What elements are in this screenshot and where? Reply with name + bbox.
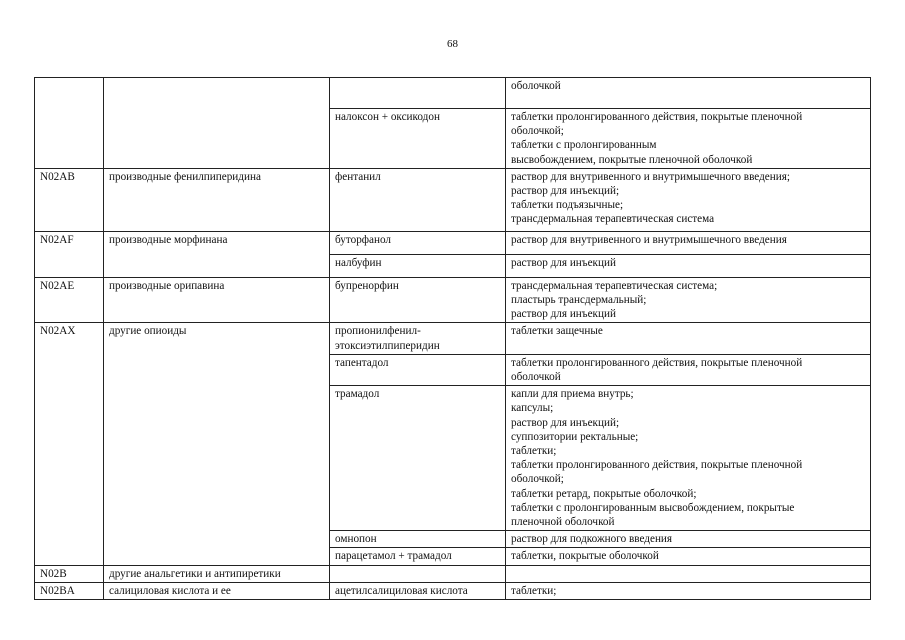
dosage-forms-cell bbox=[506, 231, 871, 254]
dosage-forms-cell bbox=[506, 168, 871, 231]
dosage-form-line: раствор для внутривенного и внутримышечного введения; bbox=[511, 170, 791, 183]
dosage-form-line: пленочной оболочкой bbox=[511, 516, 615, 529]
group-cell: другие опиоиды bbox=[104, 323, 330, 565]
dosage-form-line: таблетки пролонгированного действия, покрытые пленочной bbox=[511, 111, 803, 123]
dosage-form-line: пластырь трансдермальный; bbox=[511, 294, 647, 307]
substance-cell: налбуфин bbox=[330, 254, 506, 277]
dosage-forms-cell bbox=[506, 582, 871, 599]
substance-cell bbox=[330, 78, 506, 109]
dosage-form-line: таблетки; bbox=[511, 445, 557, 458]
dosage-form-line: трансдермальная терапевтическая система bbox=[511, 213, 715, 226]
table-row bbox=[35, 168, 871, 231]
dosage-form-line: раствор для внутривенного и внутримышечного введения bbox=[511, 233, 787, 246]
dosage-forms-cell bbox=[506, 386, 871, 531]
dosage-form-line: таблетки подъязычные; bbox=[511, 199, 624, 212]
dosage-forms-cell bbox=[506, 565, 871, 582]
substance-cell: ацетилсалициловая кислота bbox=[330, 582, 506, 599]
group-cell: другие анальгетики и антипиретики bbox=[104, 565, 330, 582]
table-row bbox=[35, 277, 871, 323]
substance-cell: бупренорфин bbox=[330, 277, 506, 323]
dosage-form-line: раствор для инъекций bbox=[511, 308, 616, 321]
dosage-form-line: оболочкой bbox=[511, 80, 561, 92]
dosage-forms-cell bbox=[506, 78, 871, 109]
substance-cell: фентанил bbox=[330, 168, 506, 231]
page-number: 68 bbox=[447, 38, 458, 50]
table-row bbox=[35, 582, 871, 599]
group-cell: производные фенилпиперидина bbox=[104, 168, 330, 231]
dosage-form-line: раствор для инъекций; bbox=[511, 416, 620, 429]
dosage-form-line: таблетки с пролонгированным высвобождением, покрытые bbox=[511, 501, 795, 514]
substance-cell: тапентадол bbox=[330, 354, 506, 385]
dosage-form-line: таблетки ретард, покрытые оболочкой; bbox=[511, 487, 697, 500]
dosage-form-line: капсулы; bbox=[511, 402, 554, 415]
group-cell: производные орипавина bbox=[104, 277, 330, 323]
substance-cell: налоксон + оксикодон bbox=[330, 109, 506, 169]
dosage-forms-cell bbox=[506, 277, 871, 323]
dosage-form-line: раствор для инъекций; bbox=[511, 185, 620, 198]
dosage-form-line: высвобождением, покрытые пленочной оболочкой bbox=[511, 153, 753, 166]
substance-cell bbox=[330, 565, 506, 582]
dosage-form-line: таблетки; bbox=[511, 584, 557, 597]
group-cell bbox=[104, 78, 330, 169]
table-row bbox=[35, 78, 871, 109]
dosage-form-line: оболочкой bbox=[511, 371, 561, 384]
substance-cell: омнопон bbox=[330, 531, 506, 548]
atc-code-cell: N02AF bbox=[35, 231, 104, 277]
dosage-form-line: капли для приема внутрь; bbox=[511, 388, 634, 401]
substance-cell: пропионилфенил-этоксиэтилпиперидин bbox=[330, 323, 506, 354]
dosage-form-line: таблетки пролонгированного действия, покрытые пленочной bbox=[511, 459, 803, 472]
atc-code-cell bbox=[35, 78, 104, 169]
substance-cell: трамадол bbox=[330, 386, 506, 531]
atc-code-cell: N02AX bbox=[35, 323, 104, 565]
dosage-forms-cell bbox=[506, 323, 871, 354]
group-cell: производные морфинана bbox=[104, 231, 330, 277]
substance-cell: парацетамол + трамадол bbox=[330, 548, 506, 565]
dosage-form-line: таблетки, покрытые оболочкой bbox=[511, 550, 659, 563]
dosage-forms-cell bbox=[506, 254, 871, 277]
atc-code-cell: N02BA bbox=[35, 582, 104, 599]
dosage-form-line: таблетки с пролонгированным bbox=[511, 139, 657, 152]
substance-cell: буторфанол bbox=[330, 231, 506, 254]
dosage-forms-cell bbox=[506, 548, 871, 565]
atc-code-cell: N02B bbox=[35, 565, 104, 582]
dosage-form-line: раствор для инъекций bbox=[511, 256, 616, 269]
table-row bbox=[35, 231, 871, 254]
dosage-form-line: оболочкой; bbox=[511, 473, 564, 486]
dosage-form-line: таблетки пролонгированного действия, покрытые пленочной bbox=[511, 356, 803, 369]
dosage-forms-cell bbox=[506, 354, 871, 385]
dosage-form-line: раствор для подкожного введения bbox=[511, 533, 673, 546]
table-row bbox=[35, 565, 871, 582]
dosage-form-line: оболочкой; bbox=[511, 125, 564, 138]
table-row bbox=[35, 323, 871, 354]
drug-table bbox=[34, 77, 871, 600]
atc-code-cell: N02AE bbox=[35, 277, 104, 323]
dosage-forms-cell bbox=[506, 109, 871, 169]
dosage-form-line: таблетки защечные bbox=[511, 325, 603, 338]
group-cell: салициловая кислота и ее bbox=[104, 582, 330, 599]
dosage-form-line: трансдермальная терапевтическая система; bbox=[511, 279, 718, 292]
dosage-form-line: суппозитории ректальные; bbox=[511, 430, 639, 443]
dosage-forms-cell bbox=[506, 531, 871, 548]
atc-code-cell: N02AB bbox=[35, 168, 104, 231]
